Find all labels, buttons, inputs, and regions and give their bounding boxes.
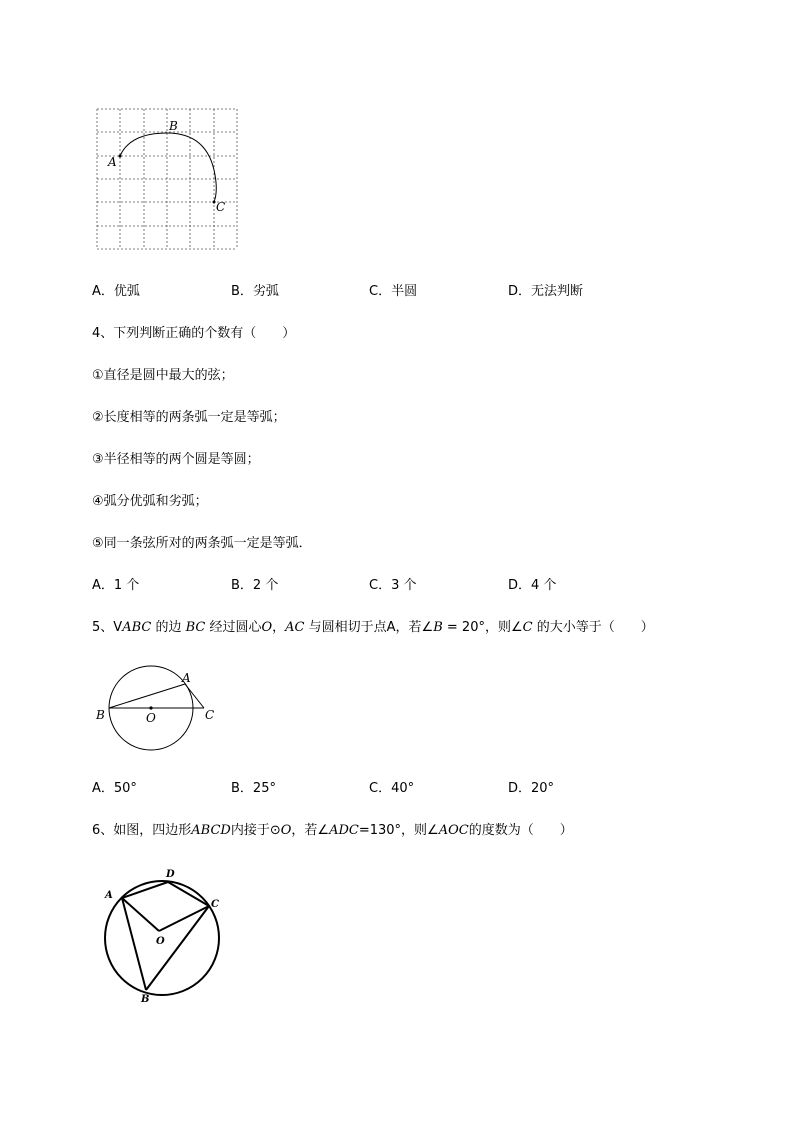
q5-option-a[interactable]: A．50° (92, 781, 137, 796)
arc-abc (120, 133, 216, 202)
figure-q6-inscribed-quadrilateral (96, 862, 231, 1007)
q5-stem-number: 5、 (92, 620, 114, 635)
q5-triangle-symbol: V (113, 620, 123, 635)
label-c: C (216, 200, 226, 214)
q6-angle-adc: ADC (329, 823, 359, 838)
center-dot (149, 706, 152, 709)
q4-statement-5: ⑤同一条弦所对的两条弧一定是等弧． (92, 536, 312, 551)
q4-stem: 4、下列判断正确的个数有（ ） (92, 326, 296, 341)
q6-stem (92, 822, 573, 840)
segment-ac (185, 684, 204, 708)
q4-option-b[interactable]: B．2 个 (231, 578, 279, 593)
label-b: B (169, 119, 178, 133)
segment-ba (122, 898, 146, 990)
label-o: O (146, 711, 156, 725)
q6-stem-text: 6、如图，四边形 (92, 823, 192, 838)
q5-stem-text: = 20°，则∠ (442, 620, 523, 635)
segment-cb (146, 906, 209, 990)
label-a: A (108, 155, 117, 169)
label-d: D (166, 869, 175, 880)
q5-option-c[interactable]: C．40° (369, 781, 415, 796)
label-c: C (211, 899, 219, 910)
q5-stem-text: 经过圆心 (205, 620, 262, 635)
label-a: A (182, 671, 191, 685)
segment-dc (168, 882, 209, 906)
q5-stem-text: ， (272, 620, 286, 635)
q6-stem-text: 的度数为（ ） (468, 823, 573, 838)
q5-triangle-name: ABC (122, 620, 152, 635)
q5-segment-ac: AC (285, 620, 305, 635)
q5-angle-b: B (433, 620, 443, 635)
q4-option-c[interactable]: C．3 个 (369, 578, 417, 593)
figure-q5-circle (90, 660, 230, 760)
q6-center-o: O (280, 823, 292, 838)
q5-angle-c: C (522, 620, 533, 635)
q6-stem-text: ，若∠ (291, 823, 330, 838)
label-o: O (156, 936, 165, 947)
q6-quadrilateral-name: ABCD (191, 823, 231, 838)
label-a: A (105, 890, 113, 901)
q4-option-d[interactable]: D．4 个 (508, 578, 557, 593)
label-b: B (96, 708, 105, 722)
q6-stem-text: =130°，则∠ (358, 823, 439, 838)
q6-angle-aoc: AOC (438, 823, 469, 838)
q5-option-d[interactable]: D．20° (508, 781, 555, 796)
q5-option-b[interactable]: B．25° (231, 781, 276, 796)
q6-stem-text: 内接于⊙ (230, 823, 281, 838)
q4-statement-1: ①直径是圆中最大的弦； (92, 368, 234, 383)
label-c: C (205, 708, 215, 722)
q4-statement-4: ④弧分优弧和劣弧； (92, 494, 208, 509)
point-a (119, 155, 122, 158)
q5-center-o: O (261, 620, 273, 635)
q3-option-a[interactable]: A．优弧 (92, 284, 140, 299)
label-b: B (141, 994, 150, 1005)
q5-segment-bc: BC (185, 620, 206, 635)
q5-stem-text: 的边 (151, 620, 186, 635)
q3-option-d[interactable]: D．无法判断 (508, 284, 584, 299)
segment-ao (122, 898, 159, 931)
q4-statement-2: ②长度相等的两条弧一定是等弧； (92, 410, 286, 425)
q4-option-a[interactable]: A．1 个 (92, 578, 140, 593)
segment-oc (159, 906, 209, 931)
q5-stem-text: 的大小等于（ ） (532, 620, 654, 635)
q5-stem-text: 与圆相切于点A，若∠ (304, 620, 434, 635)
segment-ba (109, 684, 185, 708)
q5-stem (92, 619, 654, 637)
q4-statement-3: ③半径相等的两个圆是等圆； (92, 452, 260, 467)
q3-option-c[interactable]: C．半圆 (369, 284, 418, 299)
q3-option-b[interactable]: B．劣弧 (231, 284, 279, 299)
figure-grid-arc (90, 100, 250, 260)
